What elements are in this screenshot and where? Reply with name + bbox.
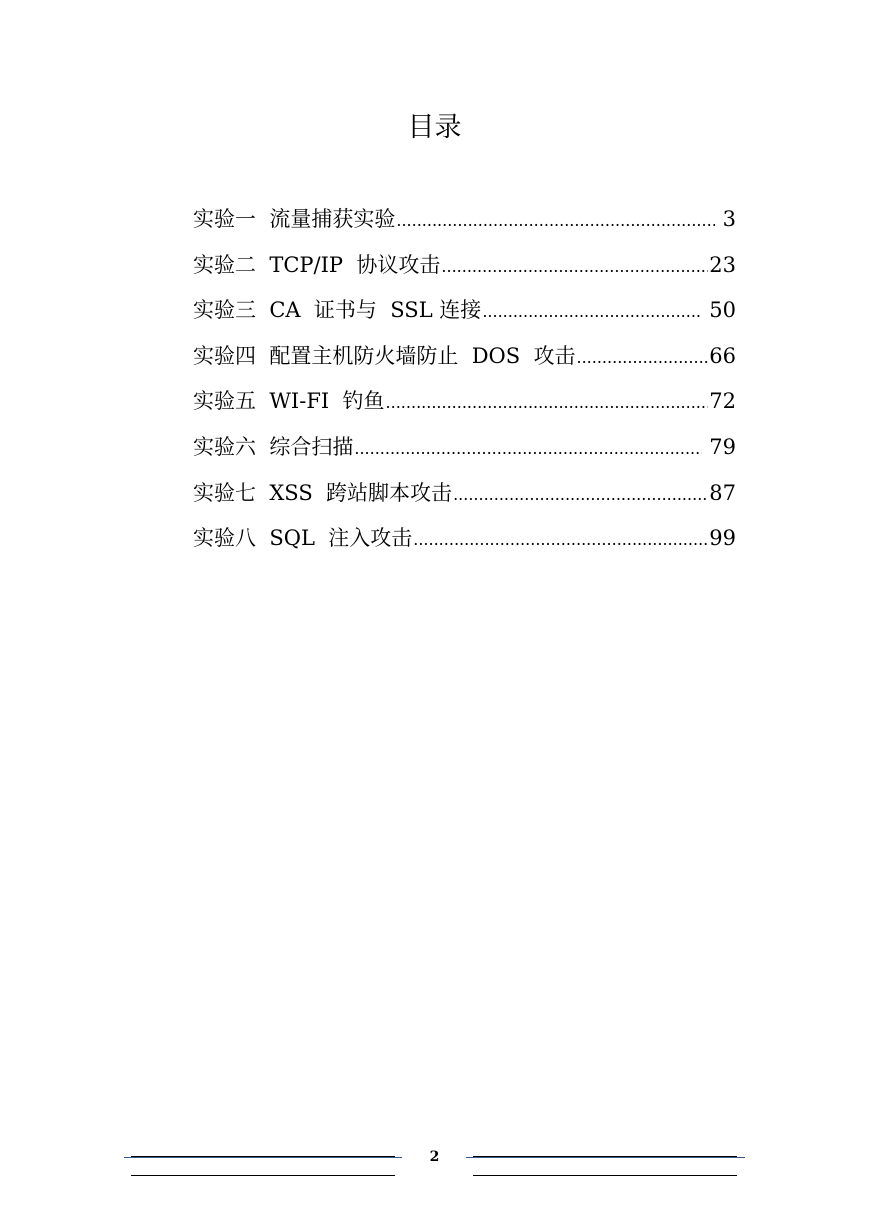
toc-entry-page: 50	[702, 298, 736, 323]
toc-entry-7[interactable]	[193, 474, 736, 520]
toc-entry-label: 实验四 配置主机防火墙防止 DOS 攻击	[193, 343, 576, 368]
toc-leader-dots	[396, 202, 715, 240]
toc-entry-3[interactable]	[193, 291, 736, 337]
toc-entry-6[interactable]	[193, 428, 736, 474]
toc-entry-page: 87	[709, 480, 736, 505]
toc-entry-label: 实验一 流量捕获实验	[193, 207, 396, 231]
footer-rule-right-bottom	[473, 1175, 737, 1176]
toc-entry-5[interactable]	[193, 382, 736, 428]
toc-leader-dots	[386, 384, 709, 422]
toc-entry-label: 实验六 综合扫描	[193, 434, 354, 459]
toc-entry-page: 23	[709, 252, 736, 277]
toc-leader-dots	[441, 248, 708, 286]
toc-entry-label: 实验五 WI-FI 钓鱼	[193, 389, 385, 414]
toc-entry-page: 99	[709, 526, 736, 551]
table-of-contents	[193, 200, 736, 565]
toc-entry-page: 79	[702, 434, 736, 459]
toc-entry-label: 实验二 TCP/IP 协议攻击	[193, 252, 441, 277]
toc-entry-label: 实验八 SQL 注入攻击	[193, 526, 413, 551]
toc-entry-label: 实验七 XSS 跨站脚本攻击	[193, 480, 453, 505]
toc-entry-8[interactable]	[193, 519, 736, 565]
toc-entry-page: 3	[715, 207, 736, 231]
toc-entry-page: 66	[709, 343, 736, 368]
toc-leader-dots	[482, 293, 701, 331]
toc-entry-page: 72	[709, 389, 736, 414]
toc-leader-dots	[354, 430, 701, 468]
toc-entry-1[interactable]	[193, 200, 736, 246]
toc-entry-label: 实验三 CA 证书与 SSL 连接	[193, 298, 482, 323]
toc-leader-dots	[577, 339, 709, 377]
toc-entry-4[interactable]	[193, 337, 736, 383]
toc-leader-dots	[413, 521, 708, 559]
page-title: 目录	[407, 112, 462, 143]
footer-rule-left-bottom	[131, 1175, 395, 1176]
toc-leader-dots	[453, 476, 708, 514]
page-number: 2	[429, 1149, 440, 1165]
toc-entry-2[interactable]	[193, 246, 736, 292]
